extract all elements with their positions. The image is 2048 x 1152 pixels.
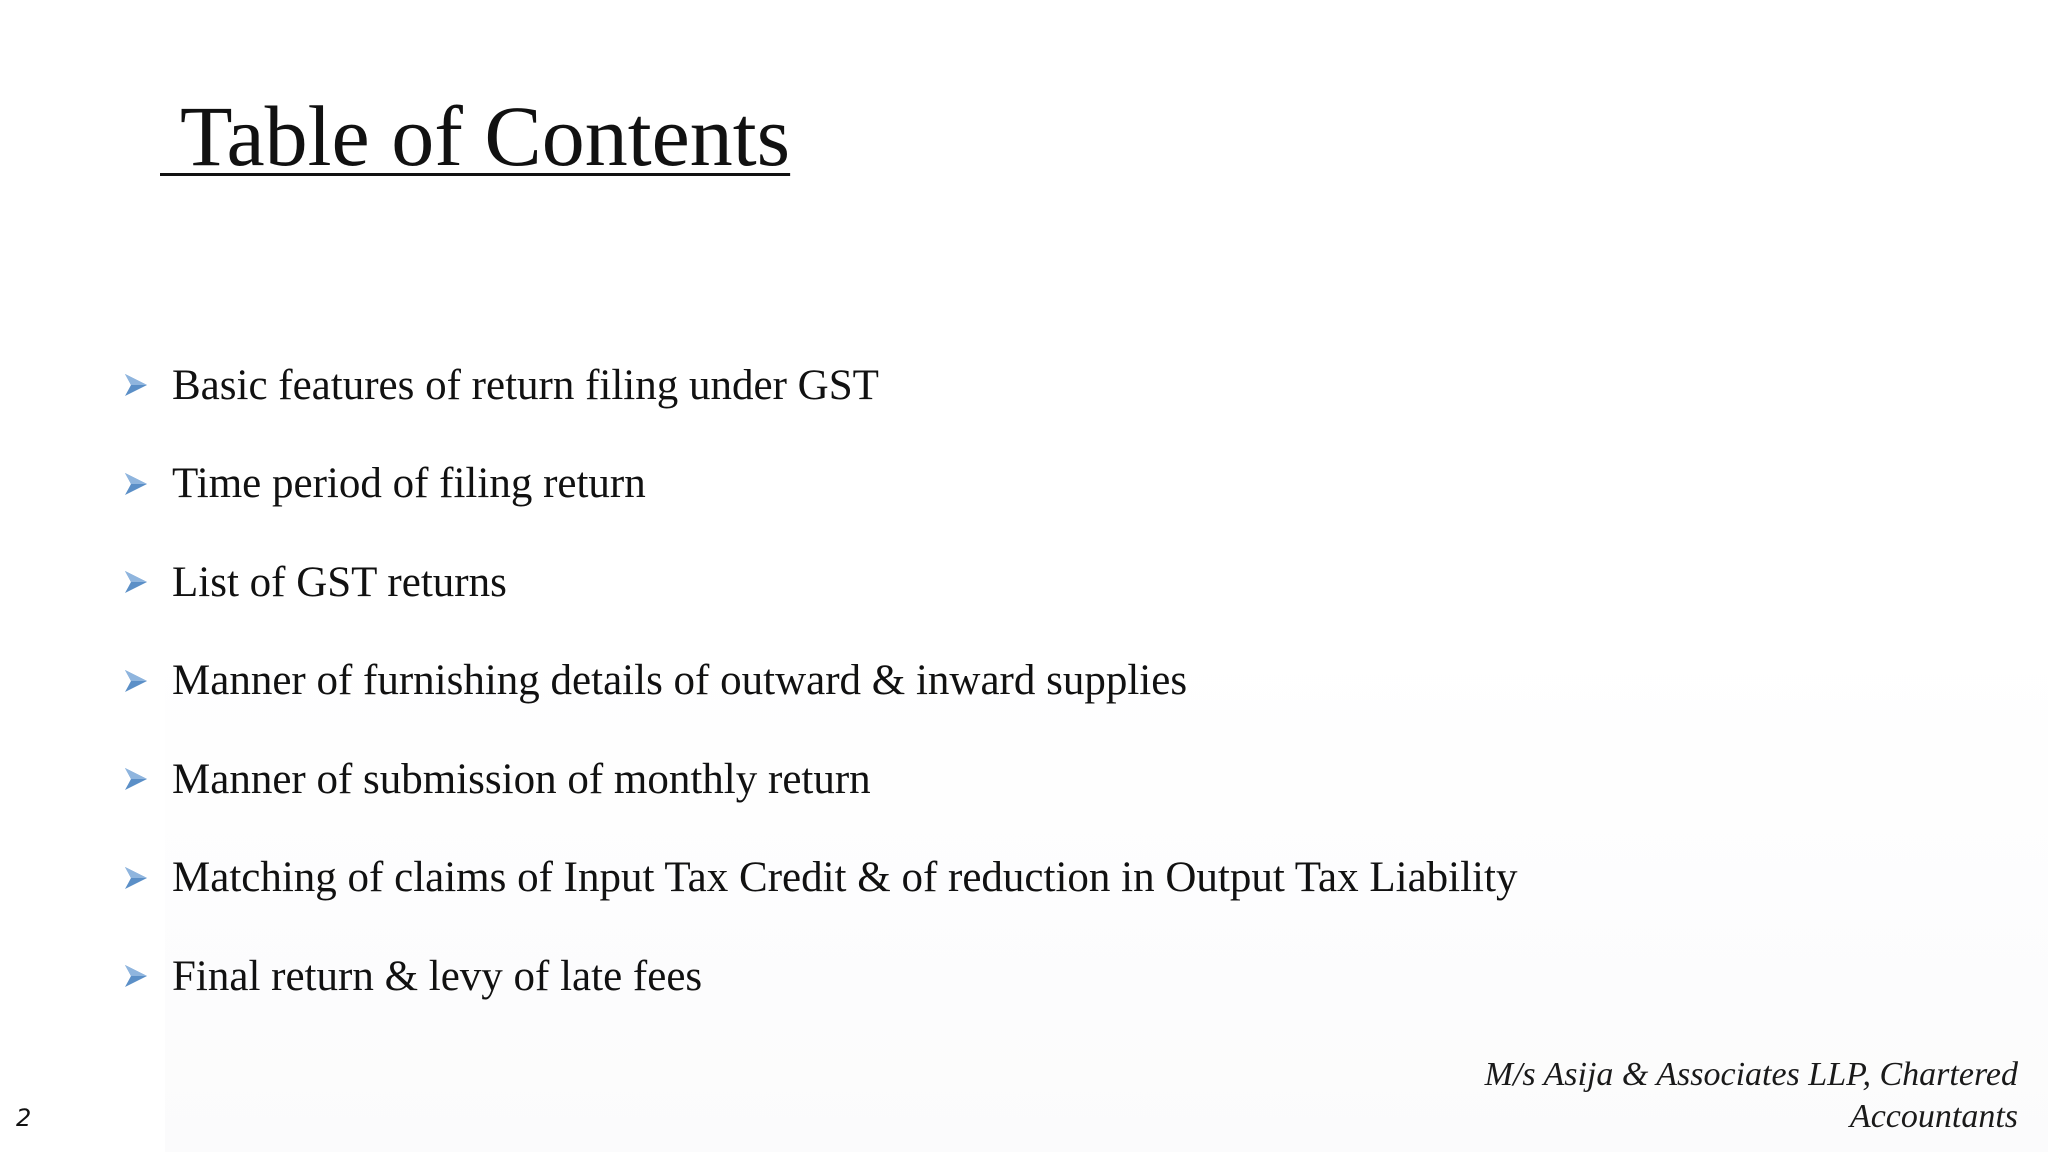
- arrowhead-bullet-icon: [122, 470, 150, 498]
- arrowhead-bullet-icon: [122, 765, 150, 793]
- footer-line-1: M/s Asija & Associates LLP, Chartered: [1484, 1056, 2018, 1093]
- toc-item-text: Manner of furnishing details of outward & inward supplies: [172, 657, 1188, 705]
- toc-item: [122, 632, 1517, 731]
- toc-item: [122, 927, 1517, 1026]
- toc-item: [122, 829, 1517, 928]
- arrowhead-bullet-icon: [122, 864, 150, 892]
- arrowhead-bullet-icon: [122, 371, 150, 399]
- toc-item: [122, 435, 1517, 534]
- toc-item-text: Matching of claims of Input Tax Credit & of reduction in Output Tax Liability: [172, 854, 1518, 902]
- footer-firm-name: [1485, 1054, 2018, 1138]
- toc-item: [122, 533, 1517, 632]
- arrowhead-bullet-icon: [122, 667, 150, 695]
- toc-item: [122, 336, 1517, 435]
- arrowhead-bullet-icon: [122, 568, 150, 596]
- footer-line-2: Accountants: [1849, 1098, 2018, 1135]
- toc-item-text: List of GST returns: [172, 558, 507, 606]
- toc-item-text: Basic features of return filing under GST: [172, 361, 879, 409]
- page-number: 2: [16, 1104, 32, 1132]
- toc-item-text: Final return & levy of late fees: [172, 952, 703, 1000]
- toc-list: [122, 336, 1517, 1026]
- slide-title: Table of Contents: [160, 88, 791, 184]
- toc-item-text: Manner of submission of monthly return: [172, 755, 871, 803]
- arrowhead-bullet-icon: [122, 962, 150, 990]
- toc-item: [122, 730, 1517, 829]
- toc-item-text: Time period of filing return: [172, 460, 646, 508]
